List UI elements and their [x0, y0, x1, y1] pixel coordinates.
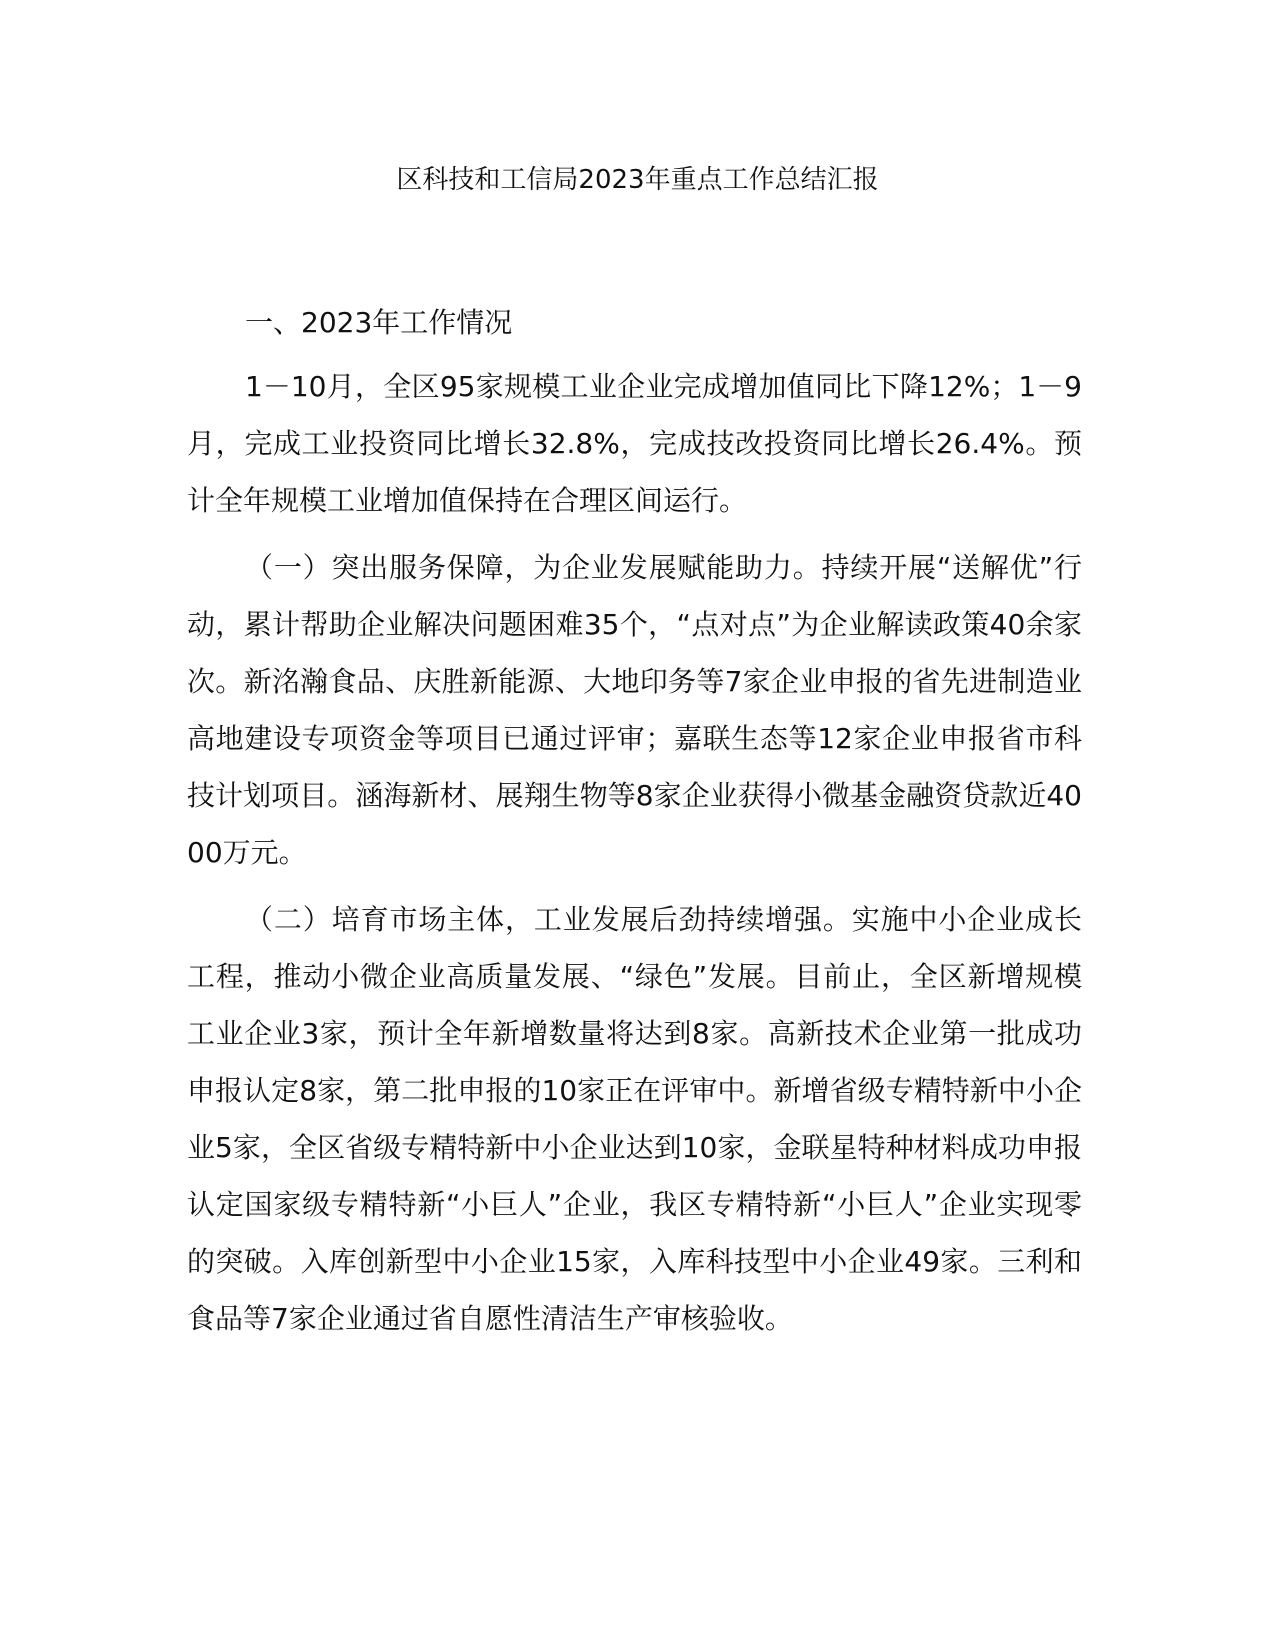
section-heading: 一、2023年工作情况	[245, 306, 513, 339]
paragraph-market-entities: （二）培育市场主体，工业发展后劲持续增强。实施中小企业成长工程，推动小微企业高质量发展、“绿色”发展。目前止，全区新增规模工业企业3家，预计全年新增数量将达到8家。高新技术企业第一批成功申报认定8家，第二批申报的10家正在评审中。新增省级专精特新中小企业5家，全区省级专精特新中小企业达到10家，金联星特种材料成功申报认定国家级专精特新“小巨人”企业，我区专精特新“小巨人”企业实现零的突破。入库创新型中小企业15家，入库科技型中小企业49家。三利和食品等7家企业通过省自愿性清洁生产审核验收。	[187, 903, 1082, 1335]
document-title: 区科技和工信局2023年重点工作总结汇报	[396, 165, 879, 195]
document-body	[187, 300, 1082, 1357]
paragraph-overview: 1－10月，全区95家规模工业企业完成增加值同比下降12%；1－9月，完成工业投资同比增长32.8%，完成技改投资同比增长26.4%。预计全年规模工业增加值保持在合理区间运行。	[187, 370, 1082, 517]
paragraph-service-support: （一）突出服务保障，为企业发展赋能助力。持续开展“送解优”行动，累计帮助企业解决问题困难35个，“点对点”为企业解读政策40余家次。新洺瀚食品、庆胜新能源、大地印务等7家企业申报的省先进制造业高地建设专项资金等项目已通过评审；嘉联生态等12家企业申报省市科技计划项目。涵海新材、展翔生物等8家企业获得小微基金融资贷款近4000万元。	[187, 551, 1082, 869]
